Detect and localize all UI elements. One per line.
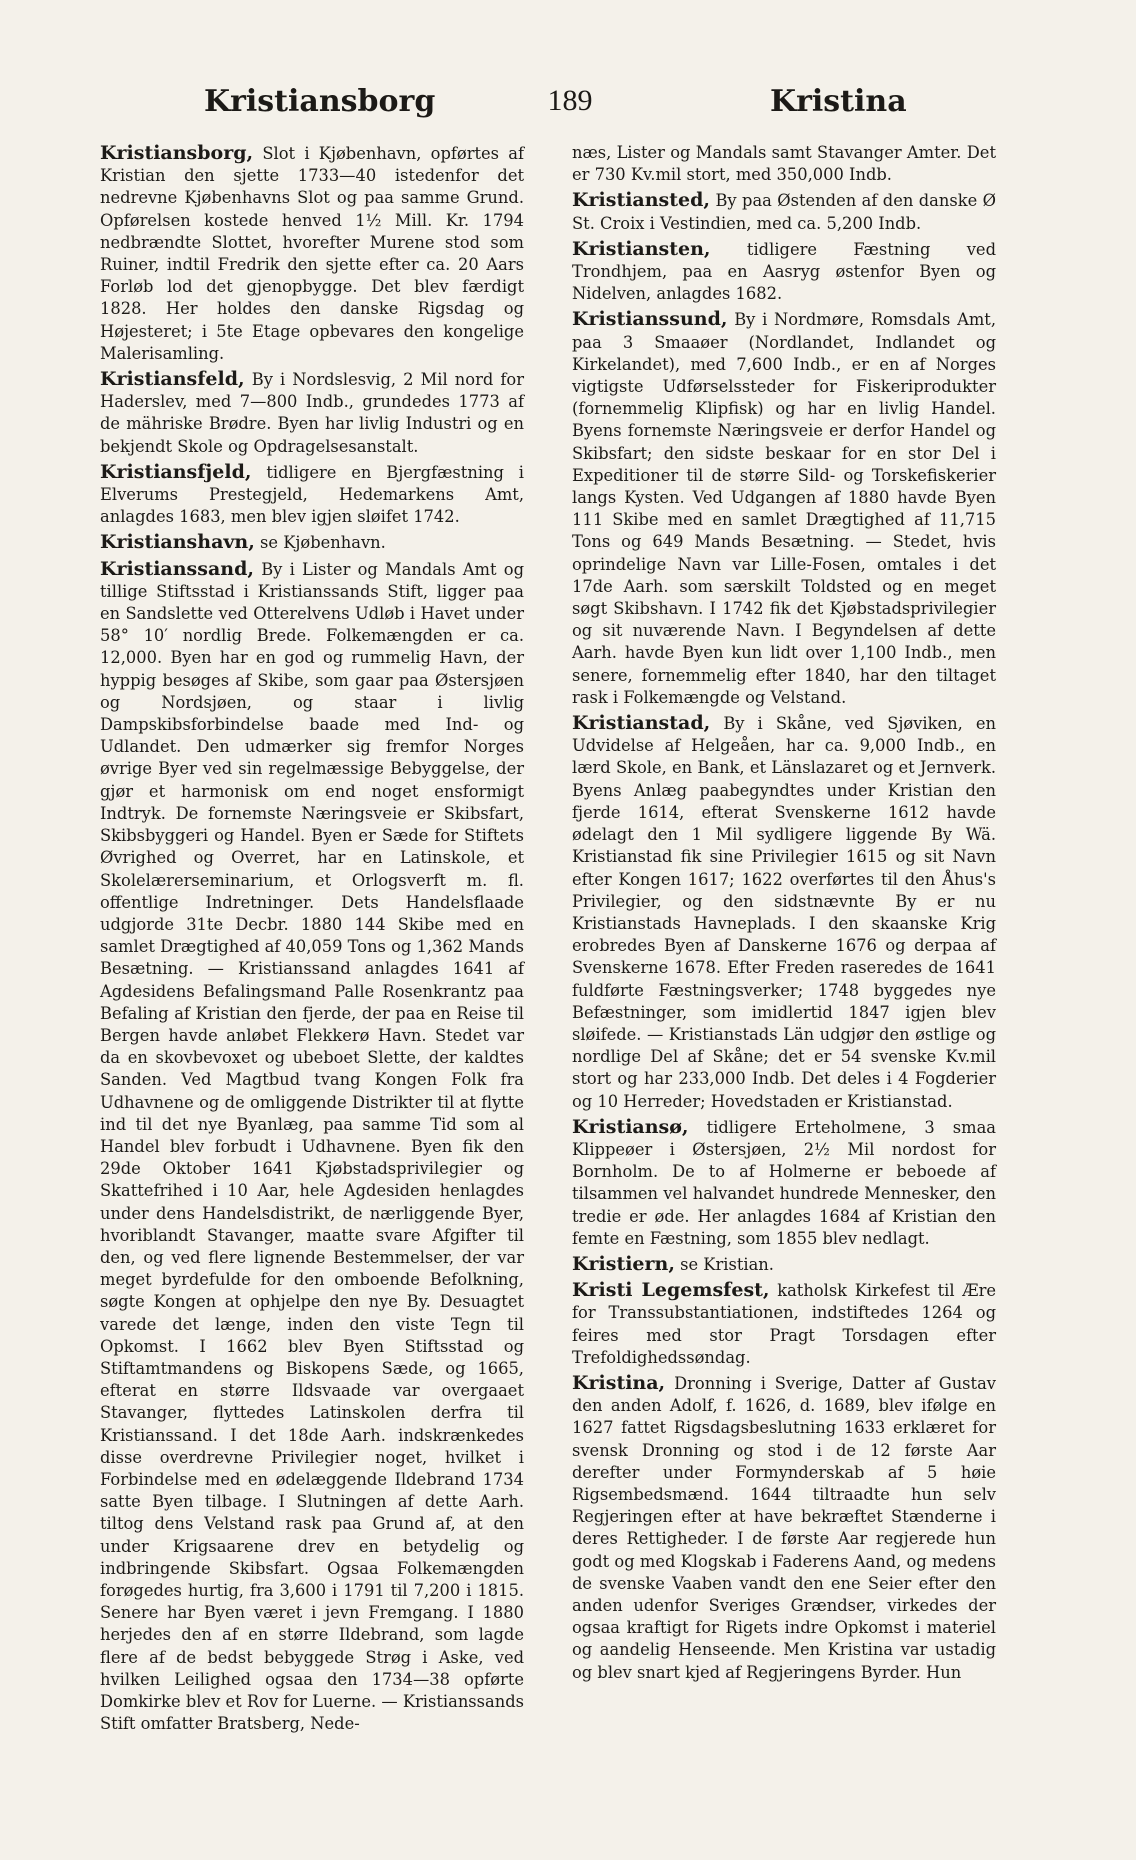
running-head-left: Kristiansborg [204,84,436,119]
page-number: 189 [547,84,593,117]
entry-term: Kristiansborg, [100,142,254,164]
entry-text: næs, Lister og Mandals samt Stavanger Amter. Det er 730 Kv.mil stort, med 350,000 Indb. [572,143,996,185]
entry-kristianssund [572,308,996,709]
entry-text: katholsk Kirkefest til Ære for Transsubstantiationen, indstiftedes 1264 og feires med stor Pragt Torsdagen efter Trefoldighedssøndag. [572,1281,996,1367]
entry-text: By i Lister og Mandals Amt og tillige Stiftsstad i Kristianssands Stift, ligger paa en Sandslette ved Otterelvens Udløb i Havet under 58° 10′ nordlig Brede. Folkemængden er ca. 12,000. Byen har en god og rummelig Havn, der hyppig besøges af Skibe, som gaar paa Østersjøen og Nordsjøen, og staar i livlig Dampskibsforbindelse baade med Ind- og Udlandet. Den udmærker sig fremfor Norges øvrige Byer ved sin regelmæssige Bebyggelse, der gjør et harmonisk om end noget ensformigt Indtryk. De fornemste Næringsveie er Skibsfart, Skibsbyggeri og Handel. Byen er Sæde for Stiftets Øvrighed og Overret, har en Latinskole, et Skolelærerseminarium, et Orlogsverft m. fl. offentlige Indretninger. Dets Handelsflaade udgjorde 31te Decbr. 1880 144 Skibe med en samlet Drægtighed af 40,059 Tons og 1,362 Mands Besætning. — Kristianssand anlagdes 1641 af Agdesidens Befalingsmand Palle Rosenkrantz paa Befaling af Kristian den fjerde, der paa en Reise til Bergen havde anløbet Flekkerø Havn. Stedet var da en skovbevoxet og ubeboet Slette, der kaldtes Sanden. Ved Magtbud tvang Kongen Folk fra Udhavnene og de omliggende Distrikter til at flytte ind til det nye Byanlæg, paa samme Tid som al Handel blev forbudt i Udhavnene. Byen fik den 29de Oktober 1641 Kjøbstadsprivilegier og Skattefrihed i 10 Aar, hele Agdesiden henlagdes under dens Handelsdistrikt, de nærliggende Byer, hvoriblandt Stavanger, maatte svare Afgifter til den, og ved flere lignende Bestemmelser, der var meget byrdefulde for den omboende Befolkning, søgte Kongen at ophjelpe den nye By. Desuagtet varede det længe, inden den viste Tegn til Opkomst. I 1662 blev Byen Stiftsstad og Stiftamtmandens og Biskopens Sæde, og 1665, efterat en større Ildsvaade var overgaaet Stavanger, flyttedes Latinskolen derfra til Kristianssand. I det 18de Aarh. indskrænkedes disse overdrevne Privilegier noget, hvilket i Forbindelse med en ødelæggende Ildebrand 1734 satte Byen tilbage. I Slutningen af dette Aarh. tiltog dens Velstand rask paa Grund af, at den under Krigsaarene drev en betydelig og indbringende Skibsfart. Ogsaa Folkemængden forøgedes hurtig, fra 3,600 i 1791 til 7,200 i 1815. Senere har Byen været i jevn Fremgang. I 1880 herjedes den af en større Ildebrand, som lagde flere af de bedst bebyggede Strøg i Aske, ved hvilken Leilighed ogsaa den 1734—38 opførte Domkirke blev et Rov for Luerne. — Kristianssands Stift omfatter Bratsberg, Nede- [100,559,524,1734]
entry-text: By i Skåne, ved Sjøviken, en Udvidelse af Helgeåen, har ca. 9,000 Indb., en lærd Skole, en Bank, et Länslazaret og et Jernverk. Byens Anlæg paabegyndtes under Kristian den fjerde 1614, efterat Svenskerne 1612 havde ødelagt den 1 Mil sydligere liggende By Wä. Kristianstad fik sine Privilegier 1615 og sit Navn efter Kongen 1617; 1622 overførtes til den Åhus's Privilegier, og den sidstnævnte By er nu Kristianstads Havneplads. I den skaanske Krig erobredes Byen af Danskerne 1676 og derpaa af Svenskerne 1678. Efter Freden raseredes de 1641 fuldførte Fæstningsverker; 1748 byggedes nye Befæstninger, som imidlertid 1847 igjen blev sløifede. — Kristianstads Län udgjør den østlige og nordlige Del af Skåne; det er 54 svenske Kv.mil stort og har 233,000 Indb. Det deles i 4 Fogderier og 10 Herreder; Hovedstaden er Kristianstad. [572,714,996,1111]
entry-kristianstad [572,712,996,1113]
entry-continuation [572,142,996,186]
entry-kristianssand [100,558,524,1736]
entry-term: Kristi Legemsfest, [572,1279,770,1302]
entry-term: Kristiern, [572,1252,675,1275]
left-column [100,142,524,1738]
entry-term: Kristianstad, [572,712,711,735]
entry-term: Kristiansø, [572,1115,689,1138]
entry-term: Kristianssund, [572,308,728,331]
entry-text: tidligere Fæstning ved Trondhjem, paa en Aasryg østenfor Byen og Nidelven, anlagdes 1682. [572,239,996,304]
entry-kristiansfjeld [100,461,524,529]
entry-text: tidligere en Bjergfæstning i Elverums Prestegjeld, Hedemarkens Amt, anlagdes 1683, men blev igjen sløifet 1742. [100,462,524,527]
entry-kristiern [572,1253,996,1276]
entry-kristiansfeld [100,368,524,458]
entry-text: tidligere Erteholmene, 3 smaa Klippeøer i Østersjøen, 2½ Mil nordost for Bornholm. De to af Holmerne er beboede af tilsammen vel halvandet hundrede Mennesker, den tredie er øde. Her anlagdes 1684 af Kristian den femte en Fæstning, som 1855 blev nedlagt. [572,1117,996,1248]
entry-text: Dronning i Sverige, Datter af Gustav den anden Adolf, f. 1626, d. 1689, blev ifølge en 1627 fattet Rigsdagsbeslutning 1633 erklæret for svensk Dronning og stod i de 12 første Aar derefter under Formynderskab af 5 høie Rigsembedsmænd. 1644 tiltraadte hun selv Regjeringen efter at have bekræftet Stænderne i deres Rettigheder. I de første Aar regjerede hun godt og med Klogskab i Faderens Aand, og medens de svenske Vaaben vandt den ene Seier efter den anden udenfor Sveriges Grændser, virkedes der ogsaa kraftigt for Rigets indre Opkomst i materiel og aandelig Henseende. Men Kristina var ustadig og blev snart kjed af Regjeringens Byrder. Hun [572,1373,996,1682]
entry-kristiansborg [100,142,524,365]
entry-text: By i Nordslesvig, 2 Mil nord for Haderslev, med 7—800 Indb., grundedes 1773 af de mähriske Brødre. Byen har livlig Industri og en bekjendt Skole og Opdragelsesanstalt. [100,370,524,456]
entry-term: Kristiansten, [572,237,711,260]
entry-text: se Kristian. [674,1254,774,1274]
entry-term: Kristina, [572,1371,666,1394]
entry-kristianso [572,1116,996,1250]
entry-kristina [572,1372,996,1684]
entry-term: Kristiansfeld, [100,368,245,391]
entry-kristianshavn [100,531,524,554]
entry-term: Kristianshavn, [100,531,255,554]
entry-term: Kristianssand, [100,557,254,580]
entry-text: By i Nordmøre, Romsdals Amt, paa 3 Smaaøer (Nordlandet, Indlandet og Kirkelandet), med 7,600 Indb., er en af Norges vigtigste Udførselssteder for Fiskeriprodukter (fornemmelig Klipfisk) og har en livlig Handel. Byens fornemste Næringsveie er derfor Handel og Skibsfart; den sidste beskaar for en stor Del i Expeditioner til de større Sild- og Torskefiskerier langs Kysten. Ved Udgangen af 1880 havde Byen 111 Skibe med en samlet Drægtighed af 11,715 Tons og 649 Mands Besætning. — Stedet, hvis oprindelige Navn var Lille-Fosen, omtales i det 17de Aarh. som særskilt Toldsted og en meget søgt Skibshavn. I 1742 fik det Kjøbstadsprivilegier og sit nuværende Navn. I Begyndelsen af dette Aarh. havde Byen kun lidt over 1,100 Indb., men senere, fornemmelig efter 1840, har den tiltaget rask i Folkemængde og Velstand. [572,310,996,707]
entry-text: Slot i Kjøbenhavn, opførtes af Kristian den sjette 1733—40 istedenfor det nedrevne Kjøbenhavns Slot og paa samme Grund. Opførelsen kostede henved 1½ Mill. Kr. 1794 nedbrændte Slottet, hvorefter Murene stod som Ruiner, indtil Fredrik den sjette efter ca. 20 Aars Forløb lod det gjenopbygge. Det blev færdigt 1828. Her holdes den danske Rigsdag og Højesteret; i 5te Etage opbevares den kongelige Malerisamling. [100,144,524,363]
entry-kristi-legemsfest [572,1279,996,1369]
entry-text: se Kjøbenhavn. [254,533,386,553]
entry-term: Kristiansfjeld, [100,460,252,483]
right-column [572,142,996,1687]
running-head-right: Kristina [770,84,907,119]
entry-term: Kristiansted, [572,189,711,212]
entry-kristiansted [572,189,996,234]
entry-kristiansten [572,238,996,306]
entry-text: By paa Østenden af den danske Ø St. Croix i Vestindien, med ca. 5,200 Indb. [572,191,996,233]
